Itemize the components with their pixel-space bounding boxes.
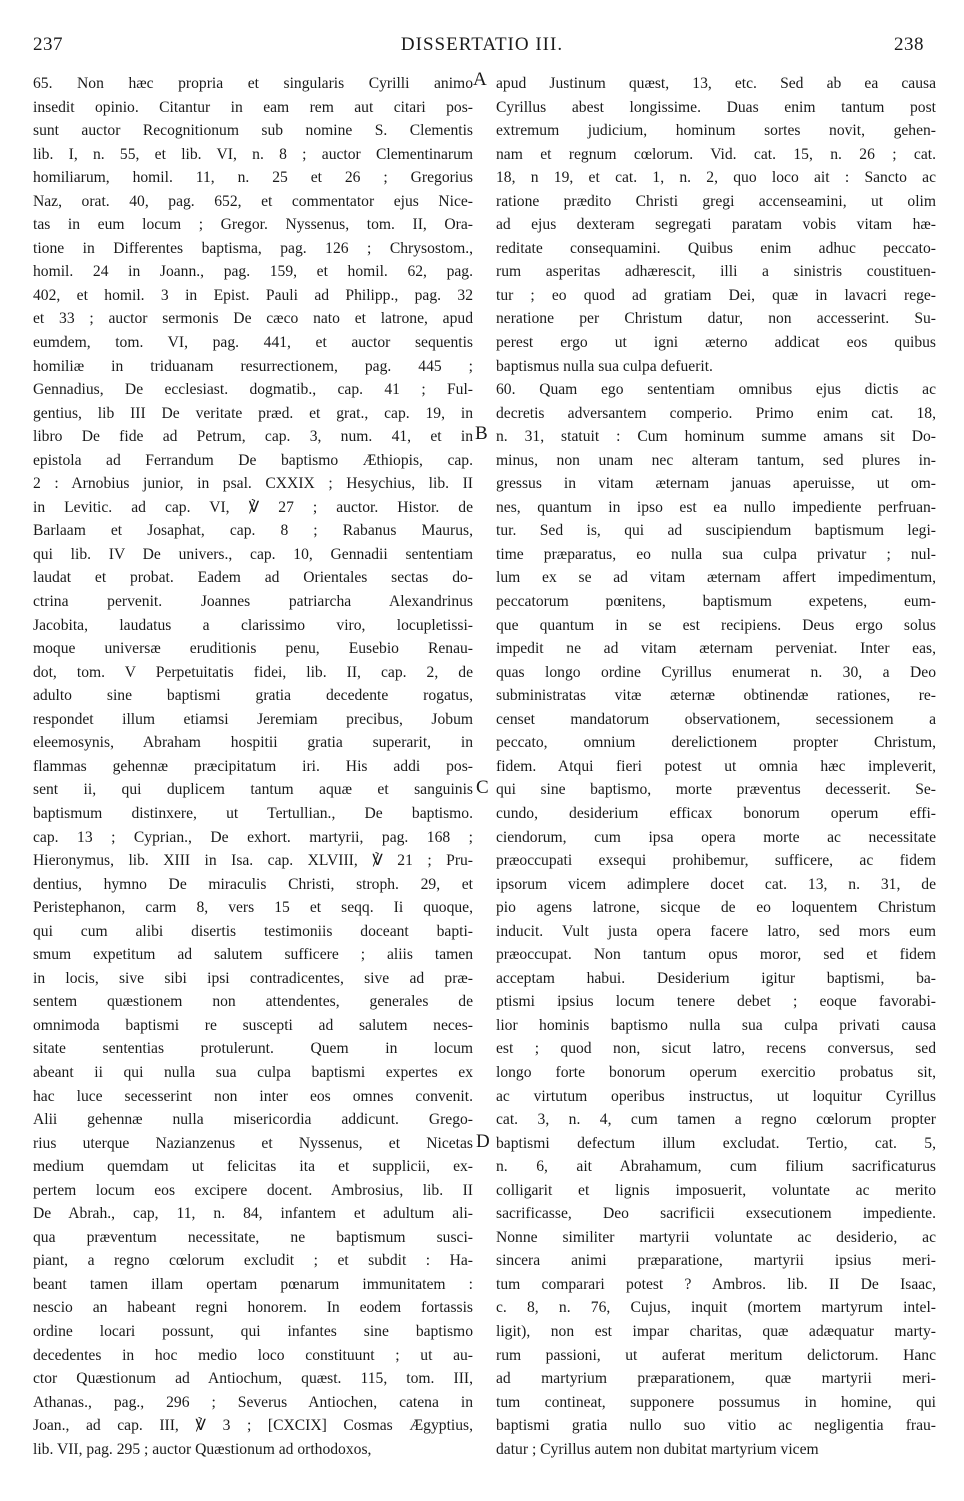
text-line: 402, et homil. 3 in Epist. Pauli ad Philipp., pag. 32	[33, 286, 473, 304]
text-line: acceptam habui. Desiderium igitur baptismi, ba-	[496, 969, 936, 987]
text-line: peccato, omnium derelictionem propter Christum,	[496, 734, 936, 752]
text-line: qua præventum necessitate, ne baptismum susci-	[33, 1228, 473, 1246]
left-column	[33, 72, 473, 1461]
text-line: præoccupati exsequi prohibemur, sufficere, ac fidem	[496, 852, 936, 870]
text-line: longo forte bonorum operum exercitio probatus sit,	[496, 1063, 936, 1081]
text-line: baptismi defectum illum excludat. Tertio, cat. 5,	[496, 1134, 936, 1152]
text-line: impedit ne ad vitam æternam perveniat. Inter eas,	[496, 640, 936, 658]
text-line: abeant ii qui nulla sua culpa baptismi expertes ex	[33, 1063, 473, 1081]
text-line: 60. Quam ego sententiam omnibus ejus dictis ac	[496, 381, 936, 399]
text-line: gressus in vitam æternam januas aperuisse, ut om-	[496, 475, 936, 493]
text-line: eleemosynis, Abraham hospitii gratia superarit, in	[33, 734, 473, 752]
text-line: datur ; Cyrillus autem non dubitat martyrium vicem	[496, 1440, 819, 1458]
text-line: ipsorum vicem adimplere docet cat. 13, n. 31, de	[496, 875, 936, 893]
text-line: flammas gehennæ præcipitatum iri. His addi pos-	[33, 757, 473, 775]
text-line: baptismus nulla sua culpa defuerit.	[496, 357, 713, 375]
text-line: sent ii, qui duplicem tantum aquæ et sanguinis	[33, 781, 473, 799]
text-line: quas longo ordine Cyrillus enumerat n. 30, a Deo	[496, 663, 936, 681]
text-line: qui cum alibi disertis testimoniis doceant bapti-	[33, 922, 473, 940]
text-line: 18, n 19, et cat. 1, n. 2, quo loco ait : Sancto ac	[496, 169, 936, 187]
text-line: libro De fide ad Petrum, cap. 3, num. 41, et in	[33, 428, 473, 446]
text-line: qui sine baptismo, morte præventus decesserit. Se-	[496, 781, 936, 799]
text-line: Hieronymus, lib. XIII in Isa. cap. XLVIII, ℣ 21 ; Pru-	[33, 852, 473, 870]
text-line: moque universæ eruditionis penu, Eusebio Renau-	[33, 640, 473, 658]
text-line: n. 31, statuit : Cum hominum summe amans sit Do-	[496, 428, 936, 446]
text-line: ad martyrium præparationem, quæ martyrii meri-	[496, 1370, 936, 1388]
section-marker-d: D	[476, 1131, 490, 1152]
text-line: Barlaam et Josaphat, cap. 8 ; Rabanus Maurus,	[33, 522, 473, 540]
text-line: Gennadius, De ecclesiast. dogmatib., cap. 41 ; Ful-	[33, 381, 473, 399]
section-marker-b: B	[475, 423, 488, 444]
page-number-right: 238	[894, 34, 924, 55]
text-line: Athanas., pag., 296 ; Severus Antiochen, catena in	[33, 1393, 473, 1411]
text-line: 65. Non hæc propria et singularis Cyrilli animo	[33, 75, 473, 92]
text-line: rum passioni, ut auferat meritum delictorum. Hanc	[496, 1346, 936, 1364]
text-line: in Levitic. ad cap. VI, ℣ 27 ; auctor. Histor. de	[33, 498, 473, 516]
text-line: Peristephanon, carm 8, vers 15 et seqq. Ii quoque,	[33, 899, 473, 917]
text-line: homil. 24 in Joann., pag. 159, et homil. 62, pag.	[33, 263, 473, 281]
text-line: lior hominis baptismo nulla sua culpa privati causa	[496, 1016, 936, 1034]
text-line: tione in Differentes baptisma, pag. 126 ; Chrysostom.,	[33, 239, 473, 257]
text-line: censet mandatorum observationem, secessionem a	[496, 710, 936, 728]
text-line: decretis adversantem comperio. Primo enim cat. 18,	[496, 404, 936, 422]
text-line: omnimoda baptismi re suscepti ad salutem neces-	[33, 1016, 473, 1034]
text-line: eumdem, tom. VI, pag. 441, et auctor sequentis	[33, 334, 473, 352]
text-line: cap. 13 ; Cyprian., De exhort. martyrii, pag. 168 ;	[33, 828, 473, 846]
text-line: qui lib. IV De univers., cap. 10, Gennadii sententiam	[33, 545, 473, 563]
text-line: Jacobita, laudatus a clarissimo viro, locupletissi-	[33, 616, 473, 634]
text-line: pertem locum eos excipere docent. Ambrosius, lib. II	[33, 1181, 473, 1199]
text-line: tas in eum locum ; Gregor. Nyssenus, tom. II, Ora-	[33, 216, 473, 234]
text-line: sacrificasse, Deo sacrificii exsecutionem impediente.	[496, 1205, 936, 1223]
text-line: Naz, orat. 40, pag. 652, et commentator ejus Nice-	[33, 192, 473, 210]
text-line: dentius, hymno De miraculis Christi, stroph. 29, et	[33, 875, 473, 893]
text-line: pio agens latrone, sicque de eo loquentem Christum	[496, 899, 936, 917]
text-line: cat. 3, n. 4, cum tamen a regno cœlorum propter	[496, 1111, 936, 1129]
text-line: ciendorum, cum ipsa opera morte ac necessitate	[496, 828, 936, 846]
text-line: lib. I, n. 55, et lib. VI, n. 8 ; auctor Clementinarum	[33, 145, 473, 163]
text-line: baptismi gratia nullo suo vitio ac negligentia frau-	[496, 1417, 936, 1435]
running-title: DISSERTATIO III.	[400, 34, 564, 55]
text-line: ctor Quæstionum ad Antiochum, quæst. 115, tom. III,	[33, 1370, 473, 1388]
text-line: tum comparari potest ? Ambros. lib. II De Isaac,	[496, 1275, 936, 1293]
text-line: ac virtutum operibus instructus, ut loquitur Cyrillus	[496, 1087, 936, 1105]
text-line: sunt auctor Recognitionum sub nomine S. Clementis	[33, 122, 473, 140]
text-line: præoccupat. Non tantum opus moror, sed et fidem	[496, 946, 936, 964]
text-line: nes, quantum in ipso est ea nullo impediente perfruan-	[496, 498, 936, 516]
text-line: nam et regnum cœlorum. Vid. cat. 15, n. 26 ; cat.	[496, 145, 936, 163]
text-line: decedentes in hoc medio loco constituunt ; ut au-	[33, 1346, 473, 1364]
text-line: laudat et probat. Eadem ad Orientales sectas do-	[33, 569, 473, 587]
text-line: lib. VII, pag. 295 ; auctor Quæstionum ad orthodoxos,	[33, 1440, 372, 1458]
text-line: ctrina pervenit. Joannes patriarcha Alexandrinus	[33, 593, 473, 611]
text-line: c. 8, n. 76, Cujus, inquit (mortem martyrum intel-	[496, 1299, 936, 1317]
text-line: Joan., ad cap. III, ℣ 3 ; [CXCIX] Cosmas Ægyptius,	[33, 1417, 473, 1435]
text-line: 2 : Arnobius junior, in psal. CXXIX ; Hesychius, lib. II	[33, 475, 473, 493]
text-line: medium quemdam ut felicitas ita et supplicii, ex-	[33, 1158, 473, 1176]
text-line: est ; quod non, sicut latro, recens conversus, sed	[496, 1040, 936, 1058]
text-line: rius uterque Nazianzenus et Nyssenus, et Nicetas	[33, 1134, 473, 1152]
text-line: homiliarum, homil. 11, n. 25 et 26 ; Gregorius	[33, 169, 473, 187]
right-column	[496, 72, 936, 1461]
text-line: smum expetitum ad salutem sufficere ; aliis tamen	[33, 946, 473, 964]
text-line: inducit. Vult justa opera facere latro, sed mors eum	[496, 922, 936, 940]
text-line: Nonne similiter martyrii voluntate ac desiderio, ac	[496, 1228, 936, 1246]
text-line: respondet illum etiamsi Jeremiam precibus, Jobum	[33, 710, 473, 728]
text-line: Cyrillus abest longissime. Duas enim tantum post	[496, 98, 936, 116]
text-line: apud Justinum quæst, 13, etc. Sed ab ea causa	[496, 75, 936, 92]
text-line: neratione per Christum datur, non accesserint. Su-	[496, 310, 936, 328]
text-line: in locis, sive sibi ipsi contradicentes, sive ad præ-	[33, 969, 473, 987]
text-line: baptismum distinxere, ut Tertullian., De baptismo.	[33, 804, 473, 822]
text-line: minus, non unam nec alteram tantum, sed plures in-	[496, 451, 936, 469]
text-line: n. 6, ait Abrahamum, cum filium sacrificaturus	[496, 1158, 936, 1176]
text-line: dot, tom. V Perpetuitatis fidei, lib. II, cap. 2, de	[33, 663, 473, 681]
text-line: ordine locari possunt, qui infantes sine baptismo	[33, 1322, 473, 1340]
text-line: sitate sententias protulerunt. Quem in locum	[33, 1040, 473, 1058]
text-line: adulto sine baptismi gratia decedente rogatus,	[33, 687, 473, 705]
text-line: beant tamen illam opertam pœnarum immunitatem :	[33, 1275, 473, 1293]
text-line: ratione prædito Christi gregi accenseamini, ut olim	[496, 192, 936, 210]
section-marker-a: A	[473, 69, 487, 90]
text-line: piant, a regno cœlorum excludit ; et subdit : Ha-	[33, 1252, 473, 1270]
text-line: nescio an habeant regni honorem. In eodem fortassis	[33, 1299, 473, 1317]
text-line: gentius, lib III De veritate præd. et grat., cap. 19, in	[33, 404, 473, 422]
text-line: sentem quæstionem non attendentes, generales de	[33, 993, 473, 1011]
text-line: subministratas vitæ æternæ obtinendæ rationes, re-	[496, 687, 936, 705]
text-line: ad ejus dexteram segregati paratam vobis vitam hæ-	[496, 216, 936, 234]
text-line: lum ex se ad vitam æternam affert impedimentum,	[496, 569, 936, 587]
text-line: perest ergo ut igni æterno addicat eos quibus	[496, 334, 936, 352]
text-line: tum contineat, supponere possumus in homine, qui	[496, 1393, 936, 1411]
text-line: ptismi ipsius locum tenere debet ; eoque favorabi-	[496, 993, 936, 1011]
text-line: sincera animi præparatione, martyrii ipsius meri-	[496, 1252, 936, 1270]
page-number-left: 237	[33, 34, 63, 55]
text-line: tur. Sed is, qui ad suscipiendum baptismum legi-	[496, 522, 936, 540]
text-line: rum asperitas adhærescit, illi a sinistris coustituen-	[496, 263, 936, 281]
section-marker-c: C	[476, 777, 489, 798]
text-line: insedit opinio. Citantur in eam rem aut citari pos-	[33, 98, 473, 116]
text-line: hac luce secesserint non inter eos omnes convenit.	[33, 1087, 473, 1105]
text-line: Alii gehennæ nulla misericordia addicunt. Grego-	[33, 1111, 473, 1129]
text-line: peccatorum pœnitens, baptismum expetens, eum-	[496, 593, 936, 611]
text-line: reditate consequamini. Quibus enim adhuc peccato-	[496, 239, 936, 257]
text-line: tur ; eo quod ad gratiam Dei, quæ in lavacri rege-	[496, 286, 936, 304]
text-line: cundo, desiderium efficax bonorum operum effi-	[496, 804, 936, 822]
text-line: epistola ad Ferrandum De baptismo Æthiopis, cap.	[33, 451, 473, 469]
text-line: fidem. Atqui fieri potest ut omnia hæc impleverit,	[496, 757, 936, 775]
text-line: et 33 ; auctor sermonis De cæco nato et latrone, apud	[33, 310, 473, 328]
text-line: colligarit et lignis imposuerit, voluntate ac merito	[496, 1181, 936, 1199]
text-line: time præparatus, eo nulla sua culpa privatur ; nul-	[496, 545, 936, 563]
text-line: ligit), non est impar charitas, quæ adæquatur marty-	[496, 1322, 936, 1340]
text-line: extremum judicium, hominum sortes novit, gehen-	[496, 122, 936, 140]
text-line: De Abrah., cap, 11, n. 84, infantem et adultum ali-	[33, 1205, 473, 1223]
text-line: homiliæ in triduanam resurrectionem, pag. 445 ;	[33, 357, 473, 375]
text-line: que quantum in se est recipiens. Deus ergo solus	[496, 616, 936, 634]
